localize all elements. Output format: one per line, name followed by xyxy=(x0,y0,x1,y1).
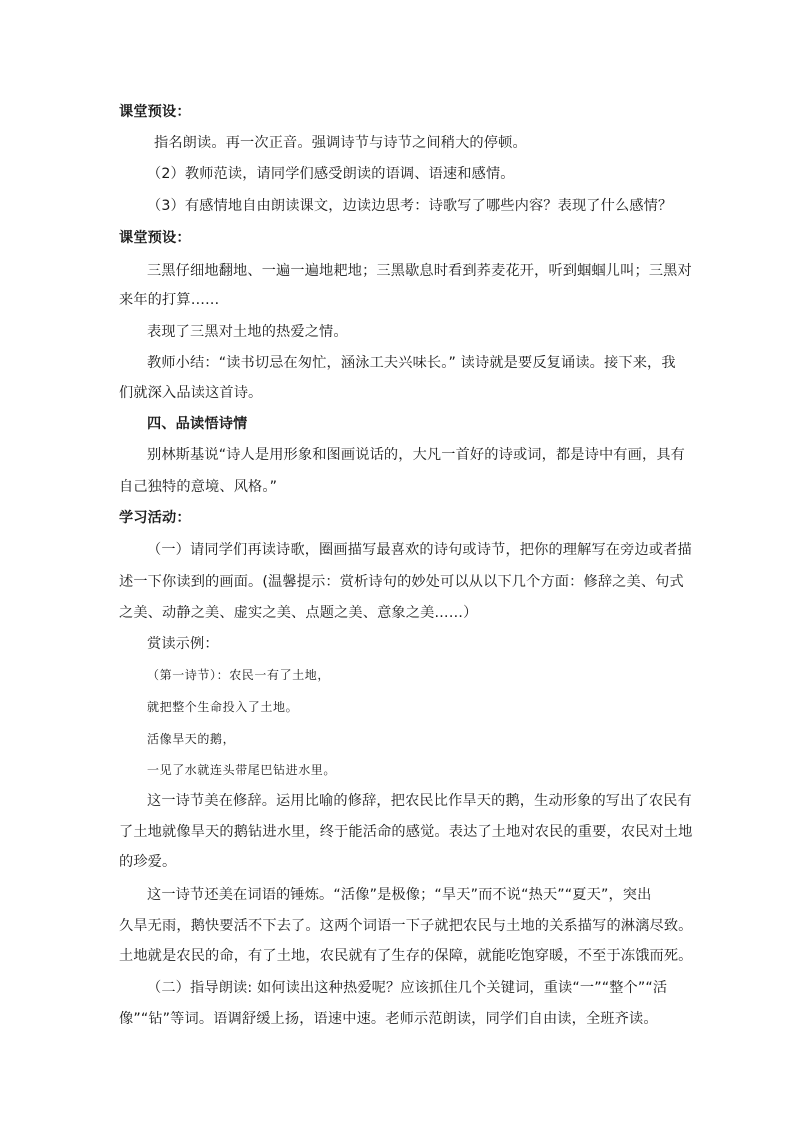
paragraph: 指名朗读。再一次正音。强调诗节与诗节之间稍大的停顿。 xyxy=(154,135,527,151)
poem-line: 就把整个生命投入了土地。 xyxy=(147,700,299,714)
paragraph: 表现了三黑对土地的热爱之情。 xyxy=(147,324,348,340)
teacher-summary: 教师小结：“读书切忌在匆忙，涵泳工夫兴味长。” 读诗就是要反复诵读。接下来，我 xyxy=(147,355,676,371)
analysis-paragraph: 了土地就像旱天的鹅钻进水里，终于能活命的感觉。表达了土地对农民的重要，农民对土地 xyxy=(119,824,693,840)
heading-class-preset: 课堂预设： xyxy=(119,230,191,246)
quote-paragraph: 自己独特的意境、风格。” xyxy=(119,479,278,495)
analysis-paragraph: 久旱无雨，鹅快要活不下去了。这两个词语一下子就把农民与土地的关系描写的淋漓尽致。 xyxy=(119,918,693,934)
poem-line: （第一诗节）：农民一有了土地， xyxy=(147,668,331,682)
paragraph: （3）有感情地自由朗读课文，边读边思考：诗歌写了哪些内容？表现了什么感情？ xyxy=(147,198,673,214)
section-heading: 四、品读悟诗情 xyxy=(147,416,248,432)
paragraph: 三黑仔细地翻地、一遍一遍地耙地；三黑歇息时看到荞麦花开，听到蝈蝈儿叫；三黑对 xyxy=(147,263,692,279)
paragraph: （2）教师范读，请同学们感受朗读的语调、语速和感情。 xyxy=(147,166,515,182)
activity-paragraph: （一）请同学们再读诗歌，圈画描写最喜欢的诗句或诗节，把你的理解写在旁边或者描 xyxy=(147,542,692,558)
paragraph: 们就深入品读这首诗。 xyxy=(119,385,263,401)
heading-learning-activity: 学习活动： xyxy=(119,510,191,526)
example-label: 赏读示例： xyxy=(147,636,219,652)
analysis-paragraph: 这一诗节美在修辞。运用比喻的修辞，把农民比作旱天的鹅，生动形象的写出了农民有 xyxy=(147,793,692,809)
analysis-paragraph: 这一诗节还美在词语的锤炼。“活像”是极像；“旱天”而不说“热天”“夏天”，突出 xyxy=(147,887,652,903)
paragraph: 来年的打算…… xyxy=(119,292,220,308)
reading-guide-paragraph: 像”“钻”等词。语调舒缓上扬，语速中速。老师示范朗读，同学们自由读，全班齐读。 xyxy=(119,1011,658,1027)
poem-line: 活像旱天的鹅， xyxy=(147,732,236,746)
poem-line: 一见了水就连头带尾巴钻进水里。 xyxy=(147,763,337,777)
analysis-paragraph: 的珍爱。 xyxy=(119,854,177,870)
analysis-paragraph: 土地就是农民的命，有了土地，农民就有了生存的保障，就能吃饱穿暖，不至于冻饿而死。 xyxy=(119,948,693,964)
heading-class-preset: 课堂预设： xyxy=(119,104,191,120)
activity-paragraph: 述一下你读到的画面。(温馨提示：赏析诗句的妙处可以从以下几个方面：修辞之美、句式 xyxy=(119,574,684,590)
quote-paragraph: 别林斯基说“诗人是用形象和图画说话的，大凡一首好的诗或词，都是诗中有画，具有 xyxy=(147,447,685,463)
activity-paragraph: 之美、动静之美、虚实之美、点题之美、意象之美……） xyxy=(119,605,478,621)
reading-guide-paragraph: （二）指导朗读: 如何读出这种热爱呢？应该抓住几个关键词，重读“一”“整个”“活 xyxy=(147,980,668,996)
